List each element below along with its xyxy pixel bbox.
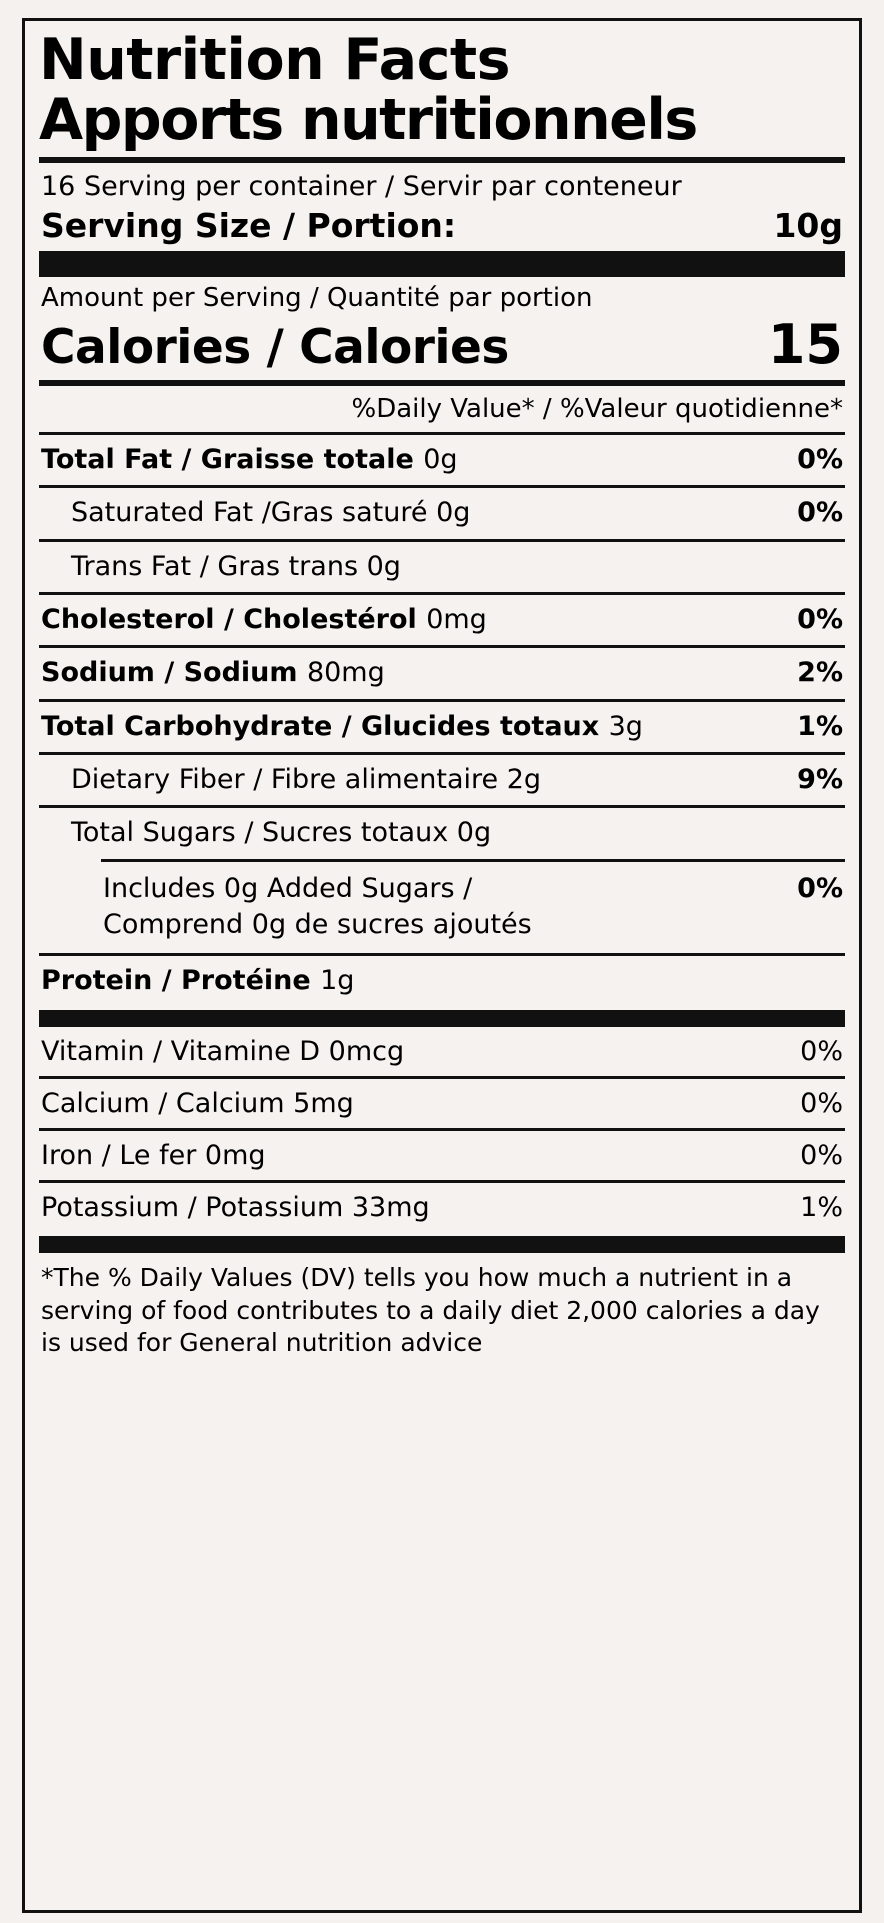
vitamin-name: Potassium / Potassium 33mg [41,1192,430,1224]
servings-per-container: 16 Serving per container / Servir par conteneur [41,170,682,202]
nutrient-amount: 0mg [426,603,487,635]
nutrient-row [39,648,845,698]
title-english: Nutrition Facts [39,27,511,93]
nutrient-dv: 0% [797,443,843,475]
calories-value: 15 [767,312,843,376]
nutrient-row [39,435,845,485]
vitamin-name: Iron / Le fer 0mg [41,1140,266,1172]
nutrient-name [41,711,797,743]
nutrient-label: Dietary Fiber / Fibre alimentaire [71,764,499,796]
protein-amount: 1g [320,964,355,996]
nutrient-name [41,551,843,583]
vitamin-dv: 0% [800,1036,843,1068]
added-sugars-name [41,871,797,944]
calories-row [39,313,845,380]
amount-per-serving: Amount per Serving / Quantité par portion [41,282,593,313]
nutrient-label: Trans Fat / Gras trans [71,550,359,582]
nutrient-label: Total Fat / Graisse totale [41,443,414,475]
nutrient-label: Total Sugars / Sucres totaux [71,817,449,849]
title-block [39,27,845,154]
nutrient-amount: 0g [366,550,401,582]
vitamin-dv: 1% [800,1192,843,1224]
nutrient-amount: 2g [506,764,542,796]
nutrient-amount: 0g [436,497,471,529]
vitamin-row [39,1079,845,1128]
serving-size-label: Serving Size / Portion: [41,205,457,245]
nutrient-row [39,488,845,538]
added-sugars-row [39,862,845,953]
nutrient-row [39,702,845,752]
vitamin-row [39,1183,845,1232]
nutrient-label: Cholesterol / Cholestérol [41,603,417,635]
nutrient-name [41,444,797,476]
vitamin-dv: 0% [800,1088,843,1120]
daily-value-footnote: *The % Daily Values (DV) tells you how much a nutrient in a serving of food contributes to a daily diet 2,000 calories a day is used for General nutrition advice [41,1263,820,1358]
thick-divider-bottom [39,1236,845,1253]
thick-divider-middle [39,1010,845,1027]
vitamin-row [39,1027,845,1076]
nutrient-name [41,604,797,636]
serving-size-row [39,206,845,251]
label-border-box [22,18,862,1913]
nutrient-label: Saturated Fat /Gras saturé [71,497,428,529]
calories-label: Calories / Calories [41,319,509,375]
thick-divider-top [39,251,845,277]
added-sugars-line2: Comprend 0g de sucres ajoutés [103,909,532,941]
nutrient-amount: 0g [456,817,492,849]
nutrient-label: Sodium / Sodium [41,657,298,689]
vitamin-name: Vitamin / Vitamine D 0mcg [41,1036,405,1068]
protein-label: Protein / Protéine [41,964,311,996]
title-french: Apports nutritionnels [39,87,697,154]
vitamin-row [39,1131,845,1180]
protein-name [41,965,843,997]
nutrient-row [39,542,845,592]
vitamin-dv: 0% [800,1140,843,1172]
nutrient-dv: 2% [797,657,843,689]
nutrient-name [41,497,797,529]
nutrient-row [39,808,845,858]
protein-row [39,956,845,1006]
nutrient-name [41,657,797,689]
nutrient-amount: 0g [423,443,458,475]
nutrient-dv: 9% [797,764,843,796]
nutrient-dv: 0% [797,603,843,635]
nutrient-name [41,764,797,796]
nutrient-amount: 80mg [306,657,385,689]
added-sugars-dv: 0% [797,872,843,904]
nutrient-row [39,755,845,805]
nutrient-dv: 0% [797,497,843,529]
nutrient-amount: 3g [608,710,643,742]
vitamin-name: Calcium / Calcium 5mg [41,1088,354,1120]
nutrient-row [39,595,845,645]
nutrient-name [41,817,843,849]
serving-size-value: 10g [773,205,843,245]
daily-value-header: %Daily Value* / %Valeur quotidienne* [351,393,843,424]
added-sugars-line1: Includes 0g Added Sugars / [103,872,473,904]
nutrient-label: Total Carbohydrate / Glucides totaux [41,710,600,742]
nutrient-dv: 1% [797,710,843,742]
